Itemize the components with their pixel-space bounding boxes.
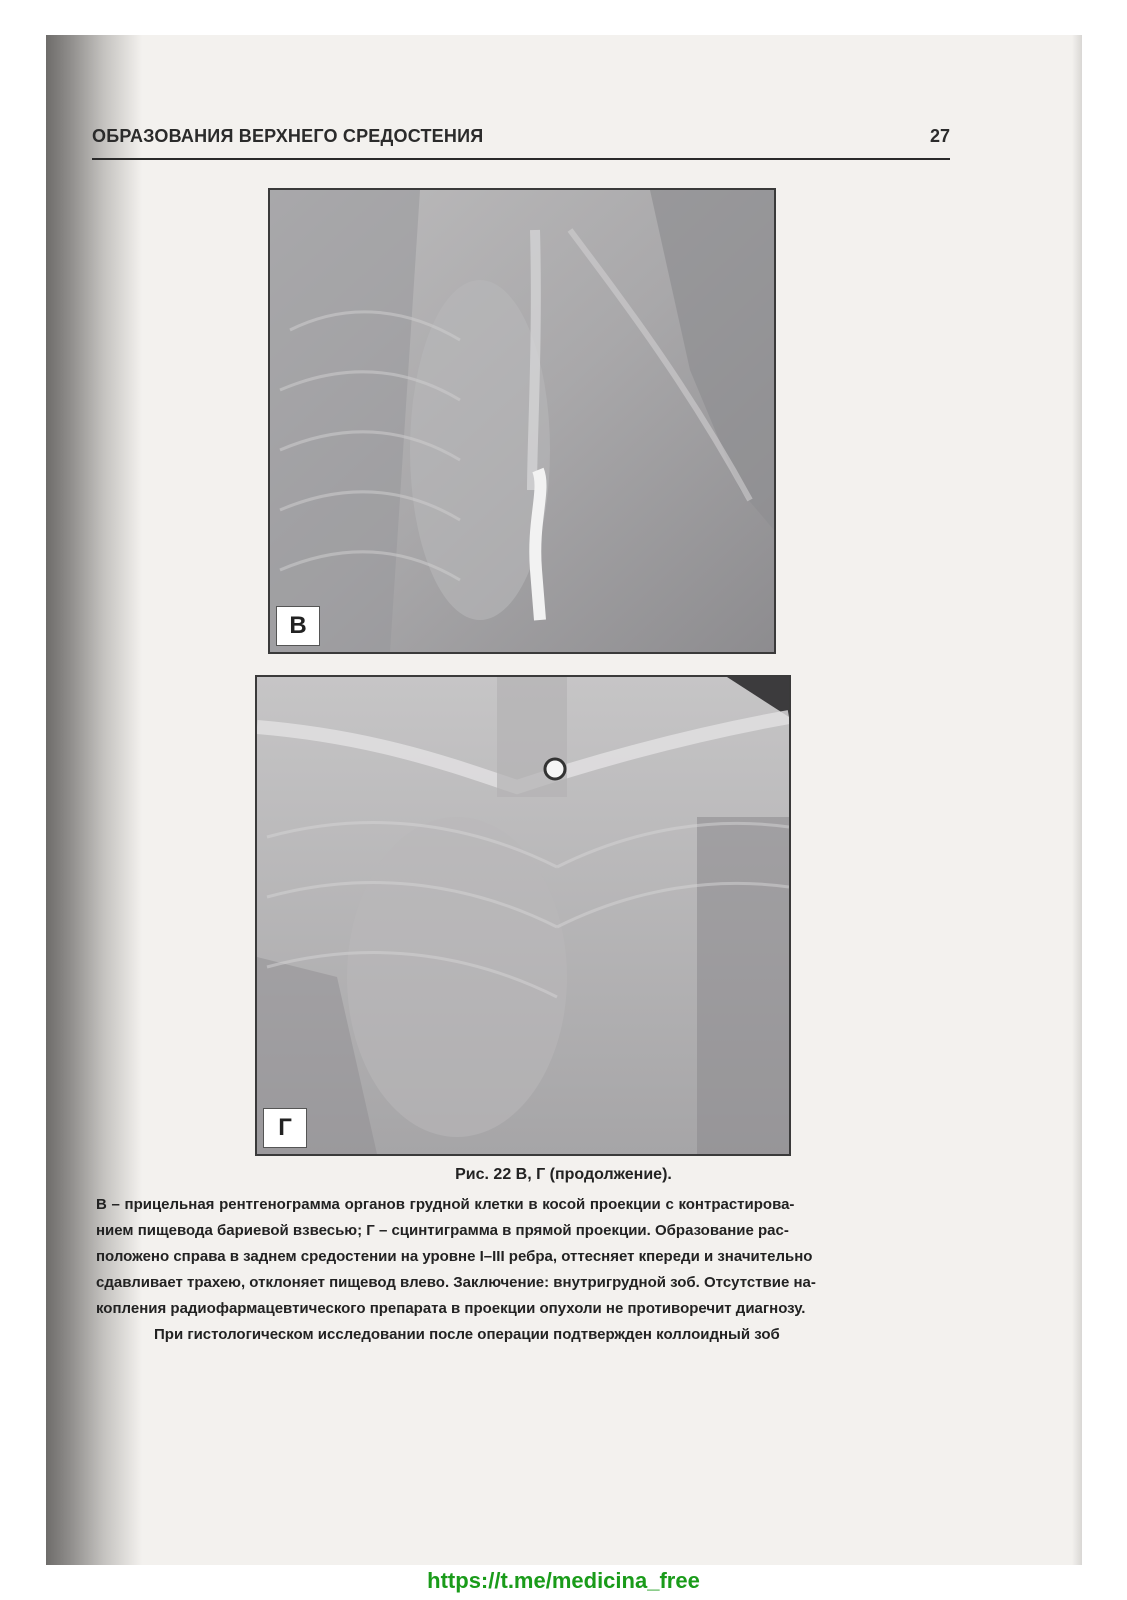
figure-g-scintigram [255, 675, 791, 1156]
radiograph-image [270, 190, 774, 652]
running-head [92, 124, 950, 160]
caption-line: При гистологическом исследовании после операции подтвержден коллоидный зоб [154, 1326, 780, 1343]
figure-v-radiograph [268, 188, 776, 654]
caption-line: В – прицельная рентгенограмма органов грудной клетки в косой проекции с контрастирова- [96, 1196, 795, 1213]
caption-line: сдавливает трахею, отклоняет пищевод влево. Заключение: внутригрудной зоб. Отсутствие на- [96, 1274, 816, 1291]
caption-line: положено справа в заднем средостении на уровне I–III ребра, оттесняет кпереди и значительно [96, 1248, 813, 1265]
figure-caption-title: Рис. 22 В, Г (продолжение). [455, 1166, 672, 1183]
page-number: 27 [929, 126, 950, 146]
page-edge [1072, 35, 1082, 1565]
watermark-link[interactable]: https://t.me/medicina_free [427, 1568, 700, 1593]
figure-label-v: В [276, 606, 320, 646]
figure-caption-body [96, 1192, 956, 1348]
figure-label-g: Г [263, 1108, 307, 1148]
caption-line: нием пищевода бариевой взвесью; Г – сцинтиграмма в прямой проекции. Образование рас- [96, 1222, 789, 1239]
caption-line: копления радиофармацевтического препарата в проекции опухоли не противоречит диагнозу. [96, 1300, 806, 1317]
scintigram-image [257, 677, 789, 1154]
chapter-title: ОБРАЗОВАНИЯ ВЕРХНЕГО СРЕДОСТЕНИЯ [92, 126, 484, 146]
